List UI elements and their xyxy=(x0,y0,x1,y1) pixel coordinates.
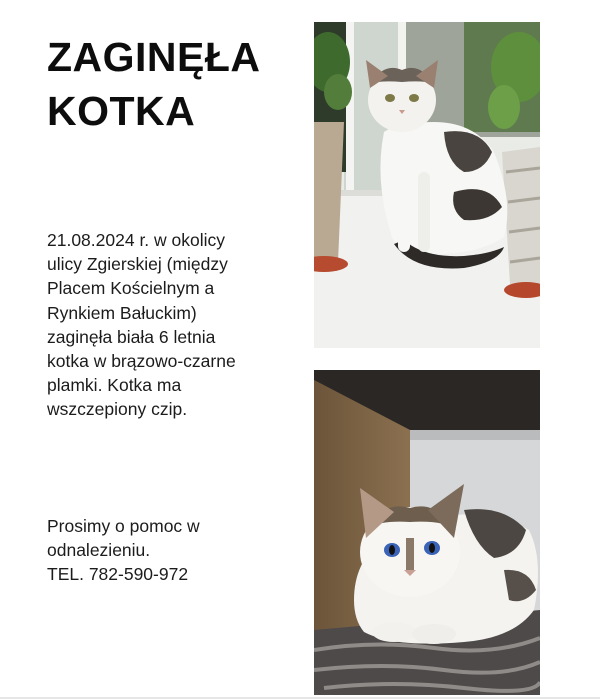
description-line: ulicy Zgierskiej (między xyxy=(47,254,228,275)
contact-line: Prosimy o pomoc w xyxy=(47,516,200,536)
description-line: 21.08.2024 r. w okolicy xyxy=(47,230,226,250)
title-line-1: ZAGINĘŁA xyxy=(47,34,261,80)
poster-contact xyxy=(47,514,302,587)
description-line: plamki. Kotka ma xyxy=(47,375,182,396)
description-line: wszczepiony czip. xyxy=(47,399,188,420)
poster-description xyxy=(47,228,302,422)
title-line-2: KOTKA xyxy=(47,88,196,134)
cat-on-windowsill-photo xyxy=(314,22,540,348)
description-line: Rynkiem Bałuckim) xyxy=(47,302,197,323)
poster-title xyxy=(47,30,261,138)
description-line: Placem Kościelnym a xyxy=(47,278,215,299)
contact-line: odnalezieniu. xyxy=(47,540,151,561)
cat-in-cabinet-photo xyxy=(314,370,540,695)
description-line: zaginęła biała 6 letnia xyxy=(47,326,216,347)
phone-number: TEL. 782-590-972 xyxy=(47,564,189,585)
description-line: kotka w brązowo-czarne xyxy=(47,351,236,372)
